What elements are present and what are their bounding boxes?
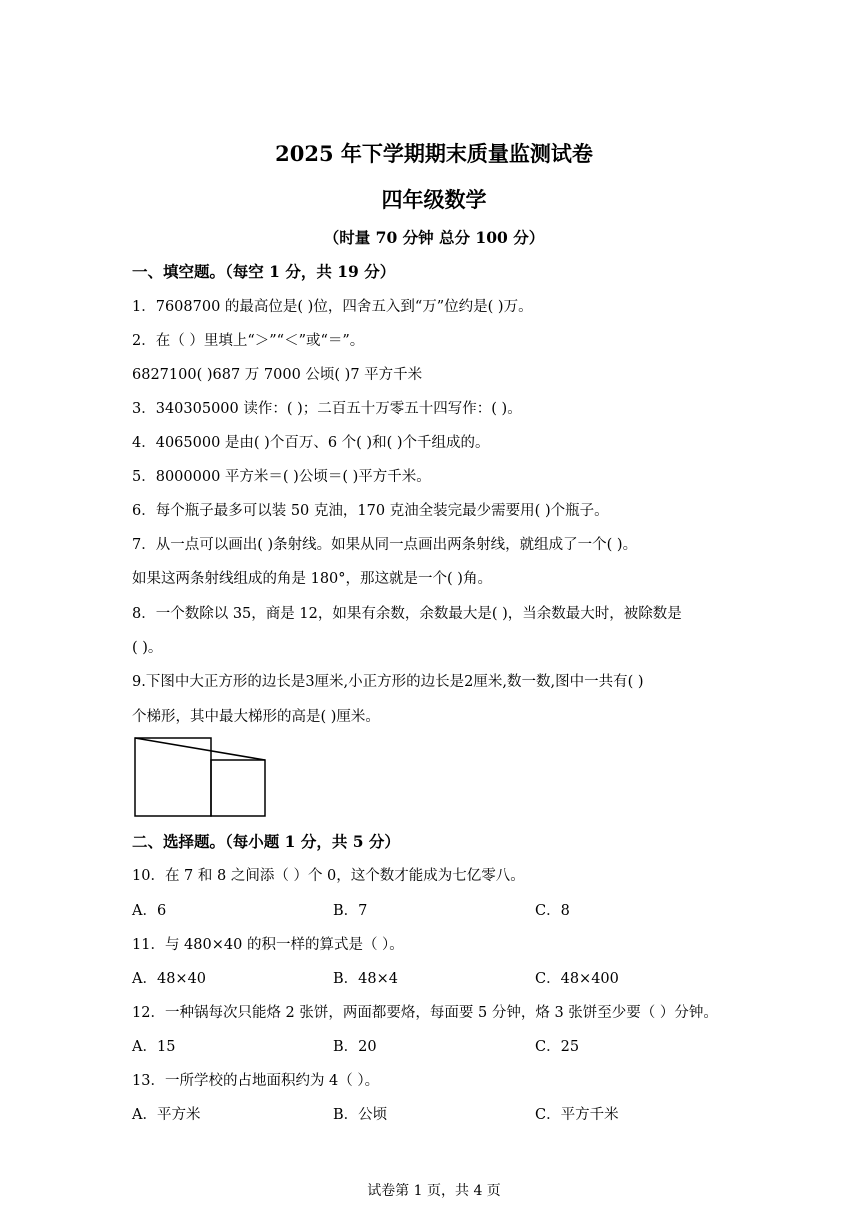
option-b: B．公顷 [333, 1107, 388, 1123]
option-b: B．7 [333, 903, 368, 919]
exam-subtitle: 四年级数学 [381, 187, 487, 212]
question-line: 2．在（ ）里填上“＞”“＜”或“＝”。 [132, 333, 365, 349]
question-line: 6．每个瓶子最多可以装 50 克油，170 克油全装完最少需要用( )个瓶子。 [132, 503, 609, 519]
option-a: A．15 [132, 1039, 176, 1055]
small-square [211, 760, 265, 816]
diagonal-line [135, 738, 265, 760]
option-a: A．6 [132, 903, 167, 919]
question-stem: 10．在 7 和 8 之间添（ ）个 0，这个数才能成为七亿零八。 [132, 868, 525, 884]
question-stem: 11．与 480×40 的积一样的算式是（ ）。 [132, 937, 404, 953]
question-line: 5．8000000 平方米＝( )公顷＝( )平方千米。 [132, 469, 431, 485]
option-c: C．8 [535, 903, 570, 919]
question-stem: 13．一所学校的占地面积约为 4（ ）。 [132, 1073, 380, 1089]
question-stem: 12．一种锅每次只能烙 2 张饼，两面都要烙，每面要 5 分钟，烙 3 张饼至少要（ ）分钟。 [132, 1005, 718, 1021]
section-2-heading: 二、选择题。（每小题 1 分，共 5 分） [132, 832, 400, 851]
question-line: 1．7608700 的最高位是( )位，四舍五入到“万”位约是( )万。 [132, 299, 533, 315]
option-c: C．48×400 [535, 971, 619, 987]
option-b: B．48×4 [333, 971, 398, 987]
section-1-heading: 一、填空题。（每空 1 分，共 19 分） [132, 262, 396, 281]
option-a: A．平方米 [132, 1107, 201, 1123]
option-a: A．48×40 [132, 971, 207, 987]
option-b: B．20 [333, 1039, 377, 1055]
exam-title: 2025 年下学期期末质量监测试卷 [275, 141, 593, 166]
exam-time-info: （时量 70 分钟 总分 100 分） [323, 228, 545, 247]
question-line: 7．从一点可以画出( )条射线。如果从同一点画出两条射线，就组成了一个( )。 [132, 537, 638, 553]
question-line: 4．4065000 是由( )个百万、6 个( )和( )个千组成的。 [132, 435, 490, 451]
question-line: ( )。 [132, 640, 163, 656]
question-line: 3．340305000 读作：( )；二百五十万零五十四写作：( )。 [132, 401, 522, 417]
option-c: C．平方千米 [535, 1107, 619, 1123]
question-line: 个梯形，其中最大梯形的高是( )厘米。 [132, 709, 380, 725]
squares-trapezoid-figure [132, 735, 272, 819]
page-footer: 试卷第 1 页，共 4 页 [367, 1183, 501, 1199]
question-line: 9.下图中大正方形的边长是3厘米,小正方形的边长是2厘米,数一数,图中一共有( ) [132, 674, 644, 690]
question-line: 8．一个数除以 35，商是 12，如果有余数，余数最大是( )，当余数最大时，被除数是 [132, 606, 682, 622]
large-square [135, 738, 211, 816]
question-line: 6827100( )687 万 7000 公顷( )7 平方千米 [132, 367, 423, 383]
question-line: 如果这两条射线组成的角是 180°，那这就是一个( )角。 [132, 571, 492, 587]
option-c: C．25 [535, 1039, 580, 1055]
